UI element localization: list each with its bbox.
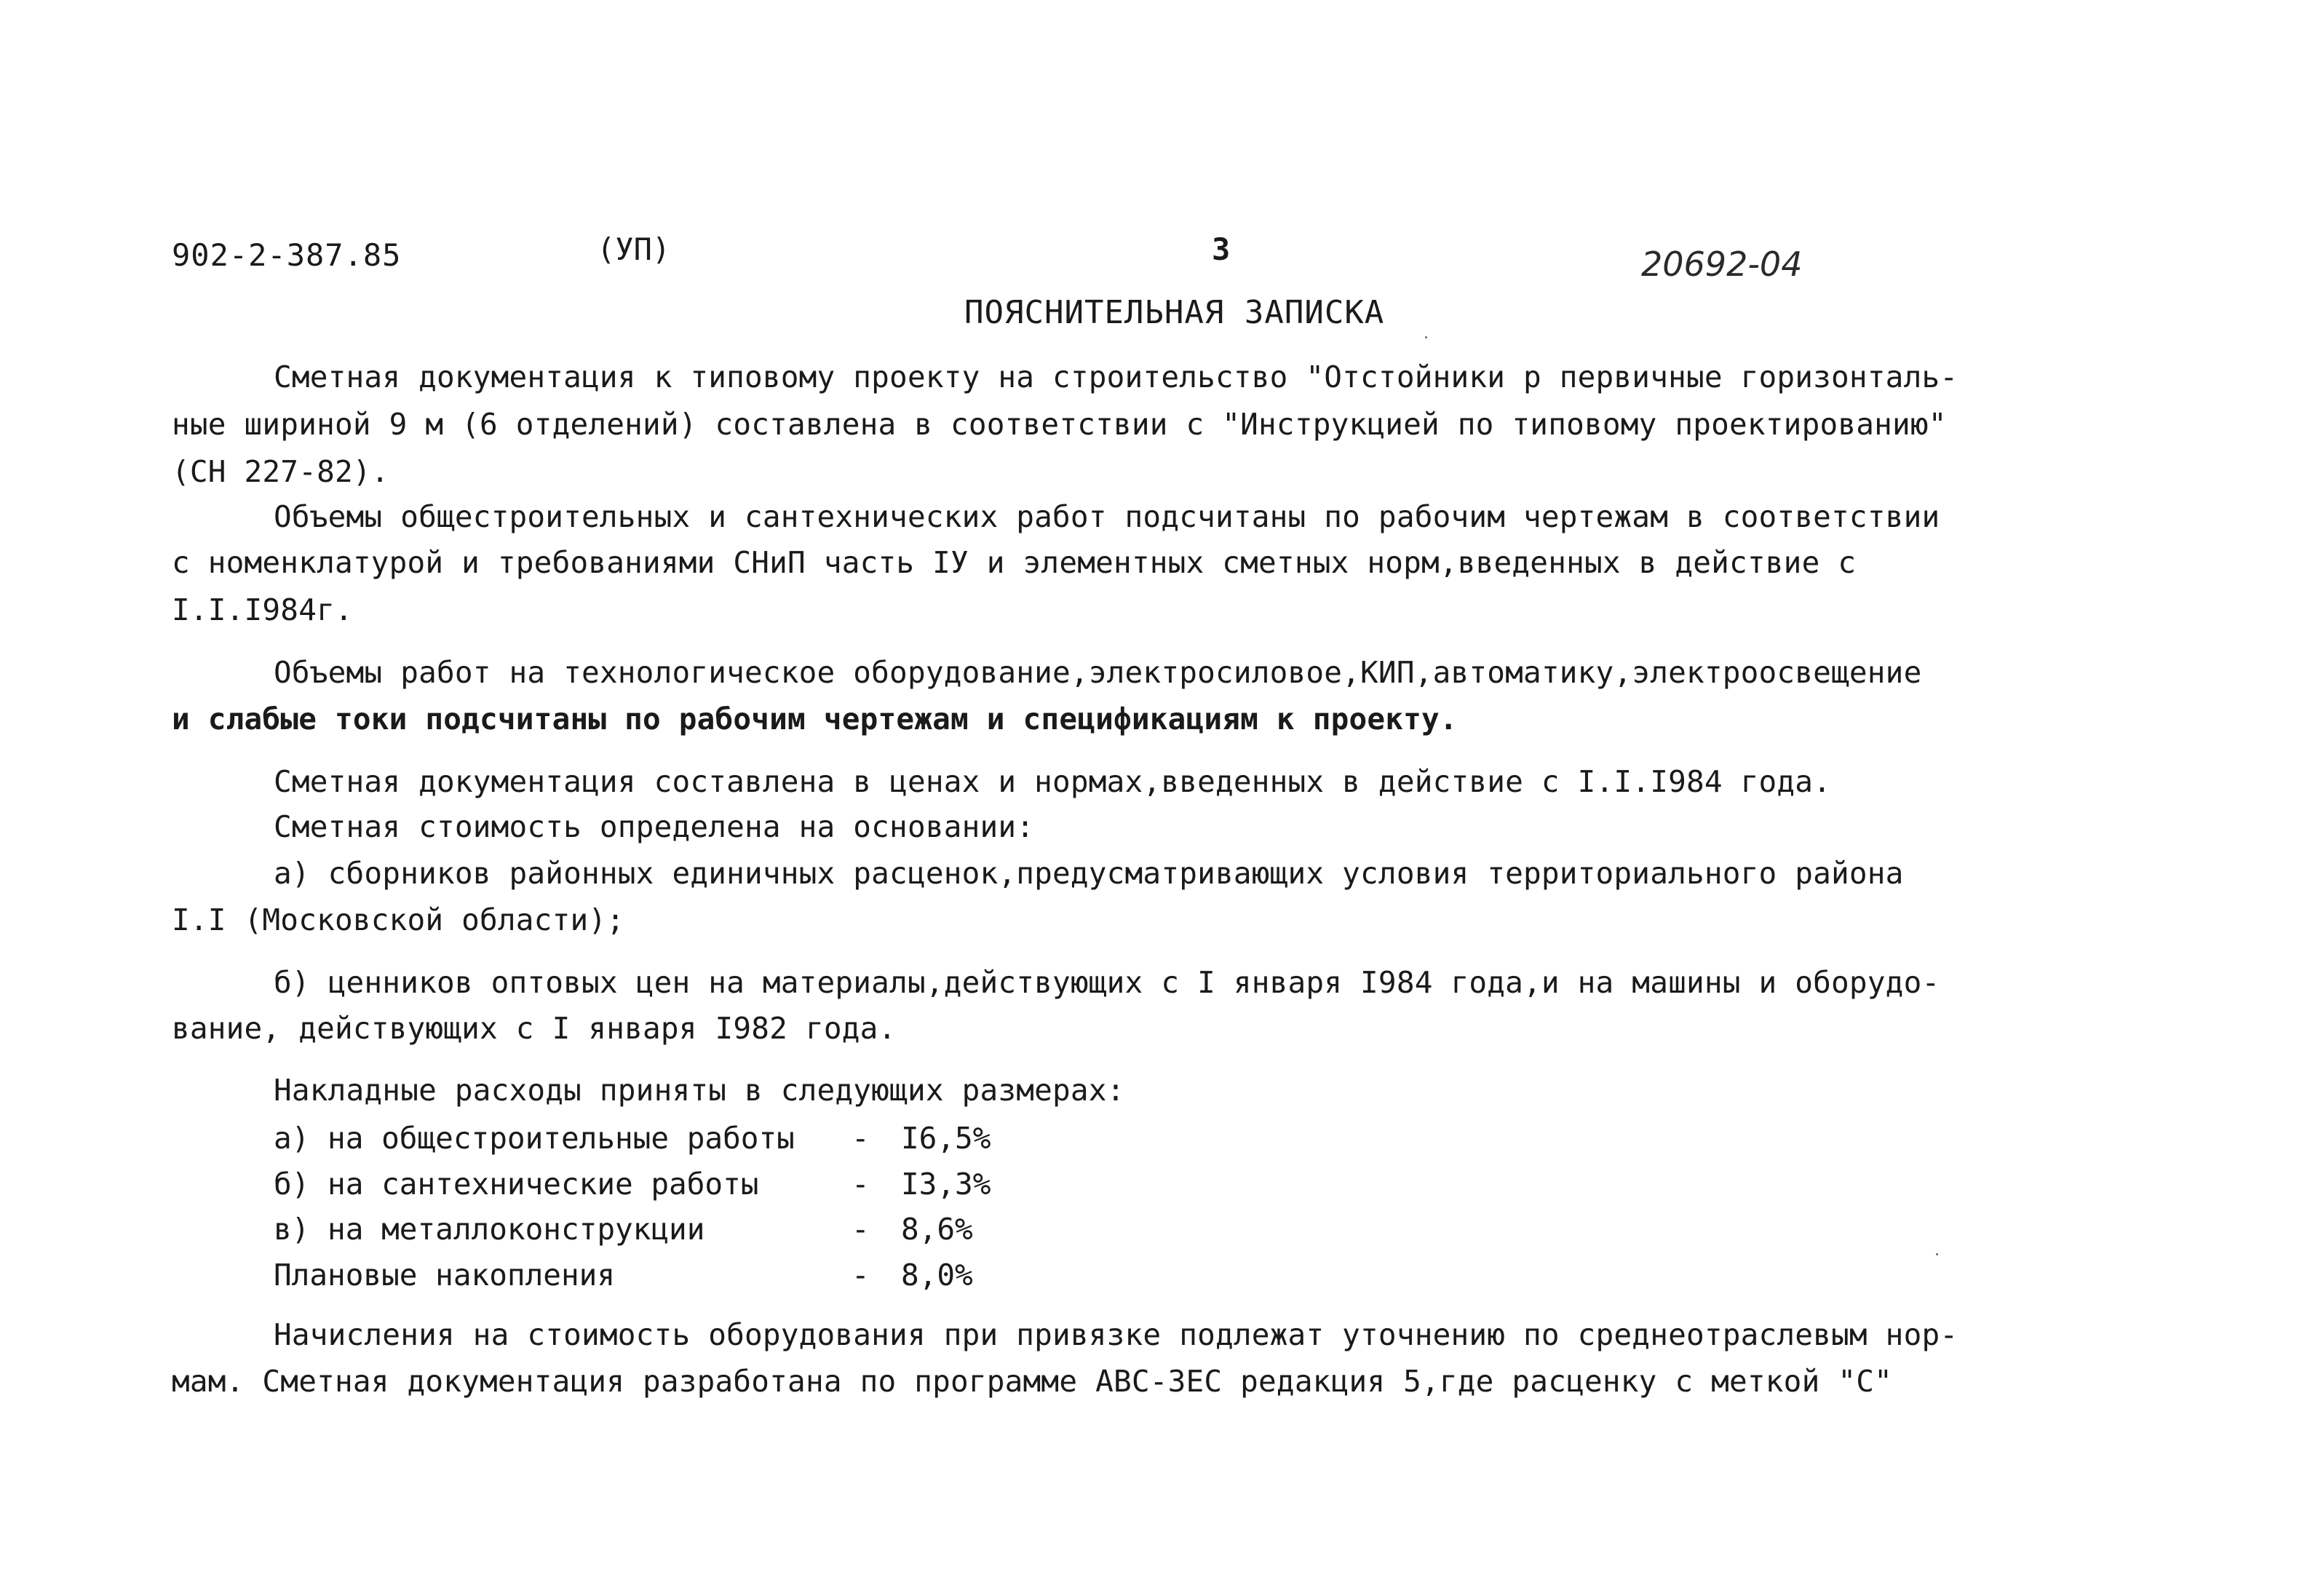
text-line: I.I (Московской области); <box>172 902 625 937</box>
rate-label: в) на металлоконструкции <box>274 1212 705 1247</box>
page-number: 3 <box>1212 231 1231 267</box>
scan-speck <box>1425 336 1427 338</box>
rate-label: б) на сантехнические работы <box>274 1167 759 1202</box>
document-code: 902-2-387.85 <box>172 237 402 273</box>
rate-dash: - <box>852 1212 870 1247</box>
rate-value: I6,5% <box>901 1121 991 1156</box>
text-line: вание, действующих с I января I982 года. <box>172 1011 897 1046</box>
text-line: с номенклатурой и требованиями СНиП часть IУ и элементных сметных норм,введенных в действие с <box>172 545 1857 580</box>
rate-value: 8,0% <box>901 1258 973 1293</box>
text-line: Сметная стоимость определена на основании: <box>274 809 1035 844</box>
text-line: ные шириной 9 м (6 отделений) составлена в соответствии с "Инструкцией по типовому проектированию" <box>172 407 1947 442</box>
text-line: и слабые токи подсчитаны по рабочим чертежам и спецификациям к проекту. <box>172 702 1458 737</box>
rate-dash: - <box>852 1167 870 1202</box>
document-label: (УП) <box>597 231 671 267</box>
text-line: б) ценников оптовых цен на материалы,действующих с I января I984 года,и на машины и оборудо- <box>274 965 1940 1000</box>
text-line: Начисления на стоимость оборудования при привязке подлежат уточнению по среднеотраслевым нор- <box>274 1317 1958 1352</box>
rate-value: I3,3% <box>901 1167 991 1202</box>
text-line: Объемы общестроительных и сантехнических работ подсчитаны по рабочим чертежам в соответствии <box>274 499 1940 534</box>
rate-value: 8,6% <box>901 1212 973 1247</box>
rate-dash: - <box>852 1121 870 1156</box>
text-line: мам. Сметная документация разработана по программе АВС-ЗЕС редакция 5,где расценку с меткой "С" <box>172 1364 1892 1399</box>
text-line: I.I.I984г. <box>172 592 353 627</box>
text-line: Сметная документация составлена в ценах и нормах,введенных в действие с I.I.I984 года. <box>274 764 1832 799</box>
rate-label: Плановые накопления <box>274 1258 615 1293</box>
rate-dash: - <box>852 1258 870 1293</box>
text-line: Объемы работ на технологическое оборудование,электросиловое,КИП,автоматику,электроосвещение <box>274 655 1922 690</box>
page-title: ПОЯСНИТЕЛЬНАЯ ЗАПИСКА <box>964 294 1385 331</box>
text-line: (СН 227-82). <box>172 454 389 489</box>
text-line: а) сборников районных единичных расценок,предусматривающих условия территориального района <box>274 856 1904 891</box>
text-line: Накладные расходы приняты в следующих размерах: <box>274 1073 1125 1108</box>
handwritten-number: 20692-04 <box>1641 245 1803 284</box>
rate-label: а) на общестроительные работы <box>274 1121 795 1156</box>
scan-speck <box>1936 1253 1938 1255</box>
text-line: Сметная документация к типовому проекту на строительство "Отстойники р первичные горизонталь- <box>274 360 1958 394</box>
